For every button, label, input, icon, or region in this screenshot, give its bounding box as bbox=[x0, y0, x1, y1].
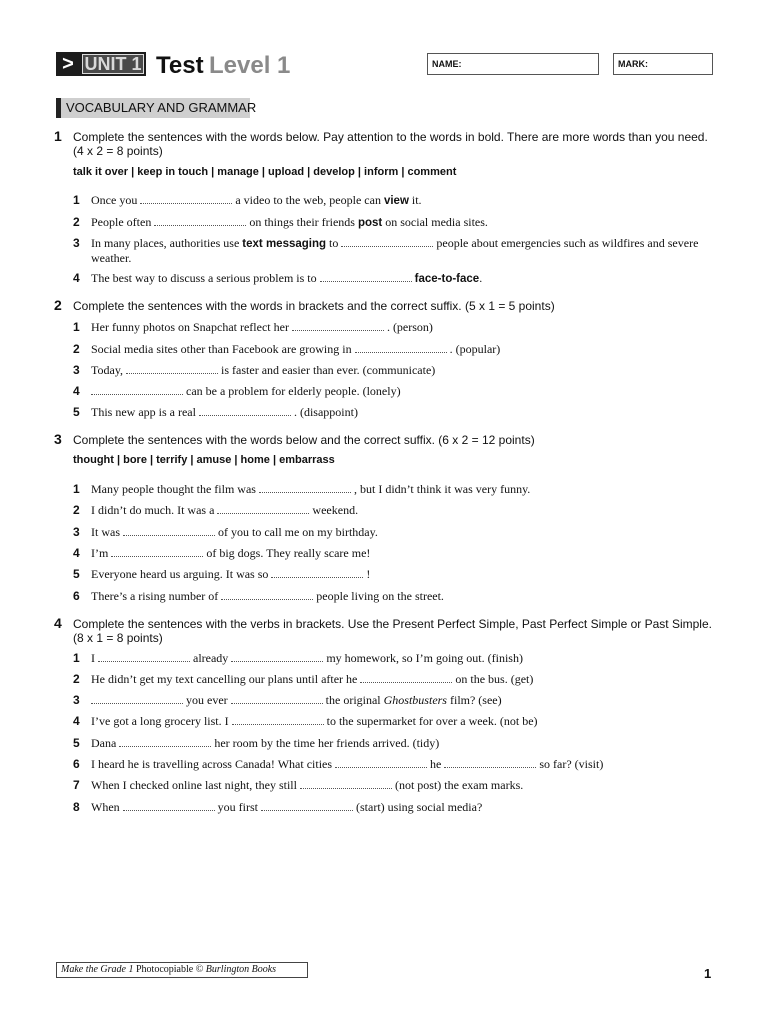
item-text: This new app is a real . (disappoint) bbox=[91, 405, 358, 419]
arrow-icon: > bbox=[62, 53, 74, 75]
answer-blank[interactable] bbox=[217, 504, 309, 514]
answer-blank[interactable] bbox=[259, 483, 351, 493]
item-number: 1 bbox=[73, 651, 80, 665]
exercise-number: 2 bbox=[54, 297, 62, 313]
item-number: 4 bbox=[73, 384, 80, 398]
section-heading: VOCABULARY AND GRAMMAR bbox=[66, 100, 257, 115]
word-bank: thought | bore | terrify | amuse | home | embarrass bbox=[73, 454, 335, 466]
word-bank: talk it over | keep in touch | manage | upload | develop | inform | comment bbox=[73, 166, 457, 178]
exercise-number: 4 bbox=[54, 615, 62, 631]
item-number: 3 bbox=[73, 693, 80, 707]
item-text: I already my homework, so I’m going out. (finish) bbox=[91, 651, 523, 665]
answer-blank[interactable] bbox=[91, 694, 183, 704]
answer-blank[interactable] bbox=[335, 758, 427, 768]
item-text: He didn’t get my text cancelling our plans until after he on the bus. (get) bbox=[91, 672, 534, 686]
answer-blank[interactable] bbox=[232, 715, 324, 725]
answer-blank[interactable] bbox=[111, 547, 203, 557]
name-label: NAME: bbox=[432, 59, 462, 69]
item-number: 3 bbox=[73, 525, 80, 539]
item-text: Many people thought the film was , but I didn’t think it was very funny. bbox=[91, 482, 531, 496]
item-text: I heard he is travelling across Canada! What cities he so far? (visit) bbox=[91, 757, 604, 771]
item-text: Her funny photos on Snapchat reflect her . (person) bbox=[91, 320, 433, 334]
answer-blank[interactable] bbox=[123, 526, 215, 536]
answer-blank[interactable] bbox=[126, 364, 218, 374]
item-number: 2 bbox=[73, 342, 80, 356]
page-number: 1 bbox=[704, 966, 712, 981]
item-number: 4 bbox=[73, 714, 80, 728]
item-number: 7 bbox=[73, 778, 80, 792]
photocopiable-text: Photocopiable © bbox=[135, 964, 204, 975]
answer-blank[interactable] bbox=[91, 385, 183, 395]
answer-blank[interactable] bbox=[360, 673, 452, 683]
answer-blank[interactable] bbox=[140, 194, 232, 204]
item-text: It was of you to call me on my birthday. bbox=[91, 525, 378, 539]
item-number: 8 bbox=[73, 800, 80, 814]
item-number: 5 bbox=[73, 736, 80, 750]
mark-label: MARK: bbox=[618, 59, 648, 69]
item-text: People often on things their friends post on social media sites. bbox=[91, 215, 488, 229]
title-test: Test bbox=[156, 52, 204, 79]
answer-blank[interactable] bbox=[231, 694, 323, 704]
item-text: Social media sites other than Facebook are growing in . (popular) bbox=[91, 342, 501, 356]
item-number: 2 bbox=[73, 215, 80, 229]
item-text: Everyone heard us arguing. It was so ! bbox=[91, 567, 371, 581]
exercise-instruction: Complete the sentences with the verbs in brackets. Use the Present Perfect Simple, Past Perfect Simple or Past Simple. (8 x 1 = 8 points) bbox=[73, 617, 712, 645]
item-number: 1 bbox=[73, 482, 80, 496]
item-text: The best way to discuss a serious problem is to face-to-face. bbox=[91, 271, 483, 285]
exercise-number: 1 bbox=[54, 128, 62, 144]
item-text: In many places, authorities use text messaging to people about emergencies such as wildfires and severe weather. bbox=[91, 236, 699, 265]
item-number: 4 bbox=[73, 546, 80, 560]
item-number: 5 bbox=[73, 405, 80, 419]
answer-blank[interactable] bbox=[123, 801, 215, 811]
exercise-instruction: Complete the sentences with the words below and the correct suffix. (6 x 2 = 12 points) bbox=[73, 433, 535, 447]
item-text: Today, is faster and easier than ever. (communicate) bbox=[91, 363, 436, 377]
item-text: There’s a rising number of people living on the street. bbox=[91, 589, 444, 603]
name-field[interactable] bbox=[427, 53, 599, 75]
answer-blank[interactable] bbox=[231, 652, 323, 662]
item-text: you ever the original Ghostbusters film? (see) bbox=[91, 693, 716, 707]
item-text: I didn’t do much. It was a weekend. bbox=[91, 503, 359, 517]
unit-label: UNIT 1 bbox=[84, 54, 142, 74]
answer-blank[interactable] bbox=[355, 343, 447, 353]
exercise-instruction: Complete the sentences with the words in brackets and the correct suffix. (5 x 1 = 5 points) bbox=[73, 299, 555, 313]
exercise-instruction: Complete the sentences with the words below. Pay attention to the words in bold. There are more words than you need. (4 x 2 = 8 points) bbox=[73, 130, 708, 158]
answer-blank[interactable] bbox=[300, 779, 392, 789]
answer-blank[interactable] bbox=[154, 216, 246, 226]
item-number: 6 bbox=[73, 589, 80, 603]
item-number: 2 bbox=[73, 503, 80, 517]
answer-blank[interactable] bbox=[271, 568, 363, 578]
answer-blank[interactable] bbox=[199, 406, 291, 416]
series-name: Make the Grade 1 bbox=[61, 964, 134, 975]
item-number: 1 bbox=[73, 193, 80, 207]
item-number: 6 bbox=[73, 757, 80, 771]
footer-credit bbox=[56, 962, 308, 978]
publisher-name: Burlington Books bbox=[205, 964, 277, 975]
item-text: I’m of big dogs. They really scare me! bbox=[91, 546, 371, 560]
item-text: I’ve got a long grocery list. I to the supermarket for over a week. (not be) bbox=[91, 714, 538, 728]
item-text: When you first (start) using social media? bbox=[91, 800, 483, 814]
answer-blank[interactable] bbox=[221, 590, 313, 600]
answer-blank[interactable] bbox=[320, 272, 412, 282]
answer-blank[interactable] bbox=[444, 758, 536, 768]
item-number: 3 bbox=[73, 363, 80, 377]
item-text: When I checked online last night, they still (not post) the exam marks. bbox=[91, 778, 524, 792]
answer-blank[interactable] bbox=[119, 737, 211, 747]
item-number: 2 bbox=[73, 672, 80, 686]
exercise-number: 3 bbox=[54, 431, 62, 447]
answer-blank[interactable] bbox=[341, 237, 433, 247]
answer-blank[interactable] bbox=[261, 801, 353, 811]
mark-field[interactable] bbox=[613, 53, 713, 75]
item-number: 3 bbox=[73, 236, 80, 250]
answer-blank[interactable] bbox=[98, 652, 190, 662]
section-bar bbox=[56, 98, 61, 118]
item-text: can be a problem for elderly people. (lonely) bbox=[91, 384, 716, 398]
title-level: Level 1 bbox=[209, 52, 291, 79]
item-number: 5 bbox=[73, 567, 80, 581]
answer-blank[interactable] bbox=[292, 321, 384, 331]
item-text: Once you a video to the web, people can view it. bbox=[91, 193, 422, 207]
item-number: 4 bbox=[73, 271, 80, 285]
item-text: Dana her room by the time her friends arrived. (tidy) bbox=[91, 736, 440, 750]
item-number: 1 bbox=[73, 320, 80, 334]
